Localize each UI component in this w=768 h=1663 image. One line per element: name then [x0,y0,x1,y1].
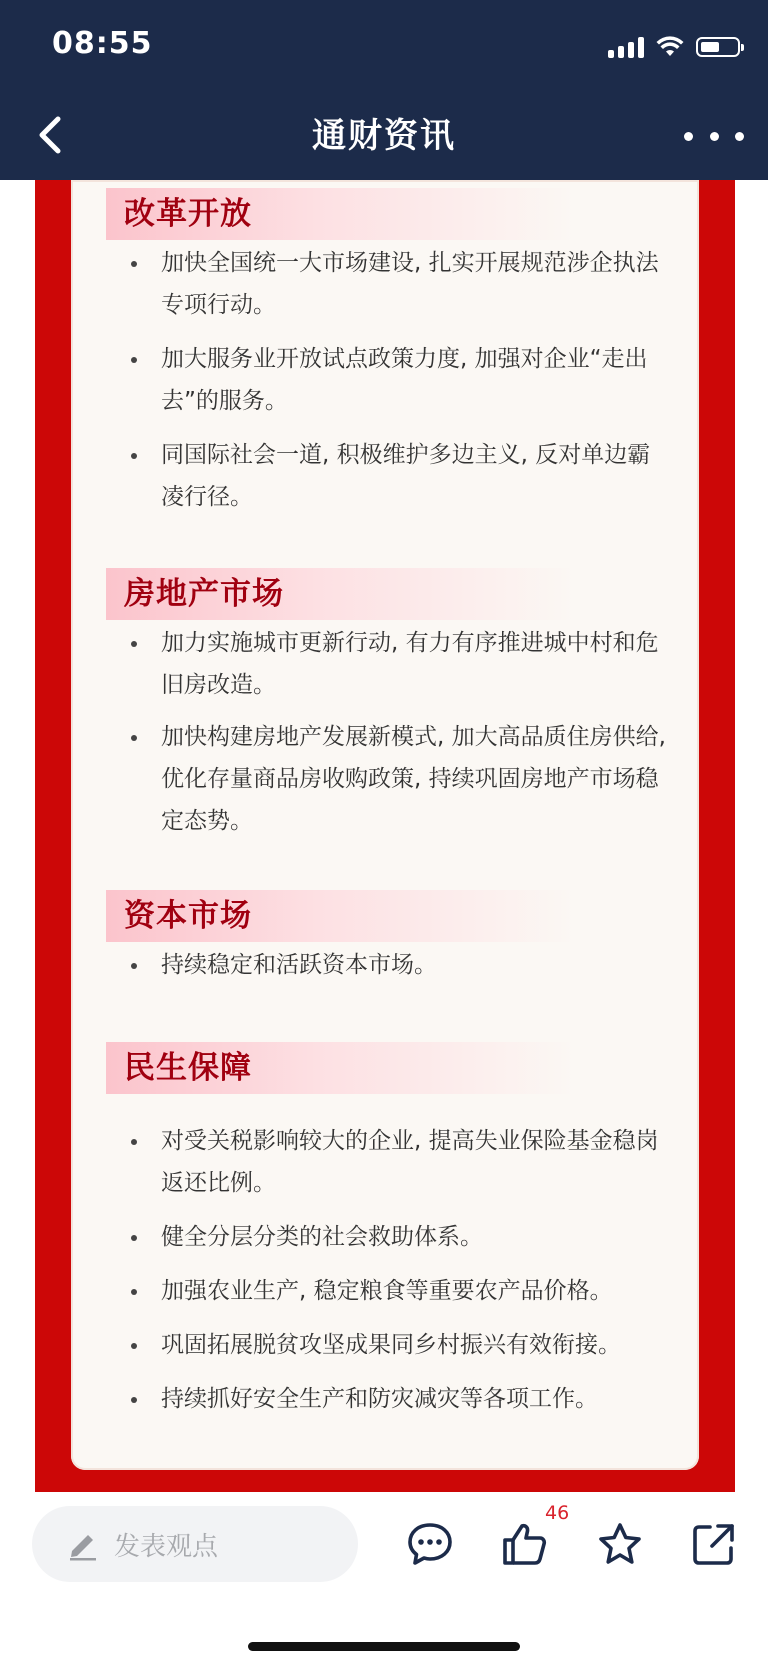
top-bar [0,0,768,180]
wifi-icon [656,36,684,58]
status-time: 08:55 [52,26,153,61]
comment-placeholder: 发表观点 [114,1531,219,1562]
star-icon [596,1521,644,1567]
list-item: 巩固拓展脱贫攻坚成果同乡村振兴有效衔接。 [131,1324,671,1366]
thumbs-up-icon [501,1521,549,1567]
list-item: 健全分层分类的社会救助体系。 [131,1216,671,1258]
like-button[interactable] [497,1516,553,1572]
more-dot [735,132,744,141]
list-item: 对受关税影响较大的企业, 提高失业保险基金稳岗返还比例。 [131,1120,671,1204]
more-button[interactable] [684,118,744,154]
list-item: 加大服务业开放试点政策力度, 加强对企业“走出去”的服务。 [131,338,671,422]
list-item: 加快全国统一大市场建设, 扎实开展规范涉企执法专项行动。 [131,242,671,326]
article-frame [35,180,735,1492]
list-item: 加强农业生产, 稳定粮食等重要农产品价格。 [131,1270,671,1312]
section-title: 民生保障 [106,1042,576,1094]
list-item: 同国际社会一道, 积极维护多边主义, 反对单边霸凌行径。 [131,434,671,518]
more-dot [710,132,719,141]
list-item: 加力实施城市更新行动, 有力有序推进城中村和危旧房改造。 [131,622,671,706]
comment-icon [406,1521,454,1567]
like-count: 46 [545,1502,570,1524]
list-item: 持续稳定和活跃资本市场。 [131,944,671,986]
favorite-button[interactable] [592,1516,648,1572]
list-item: 加快构建房地产发展新模式, 加大高品质住房供给, 优化存量商品房收购政策, 持续巩固房地产市场稳定态势。 [131,716,671,842]
article-card [71,180,699,1470]
share-icon [690,1521,738,1567]
comment-input[interactable] [32,1506,358,1582]
section-title: 改革开放 [106,188,576,240]
pencil-icon [66,1527,100,1561]
bottom-bar [0,1492,768,1663]
home-indicator [248,1642,520,1651]
comment-button[interactable] [402,1516,458,1572]
more-dot [684,132,693,141]
battery-icon [696,37,740,57]
signal-icon [608,36,644,58]
page-title: 通财资讯 [312,116,456,156]
status-icons [608,32,740,62]
list-item: 持续抓好安全生产和防灾减灾等各项工作。 [131,1378,671,1420]
section-title: 资本市场 [106,890,576,942]
section-title: 房地产市场 [106,568,576,620]
share-button[interactable] [686,1516,742,1572]
